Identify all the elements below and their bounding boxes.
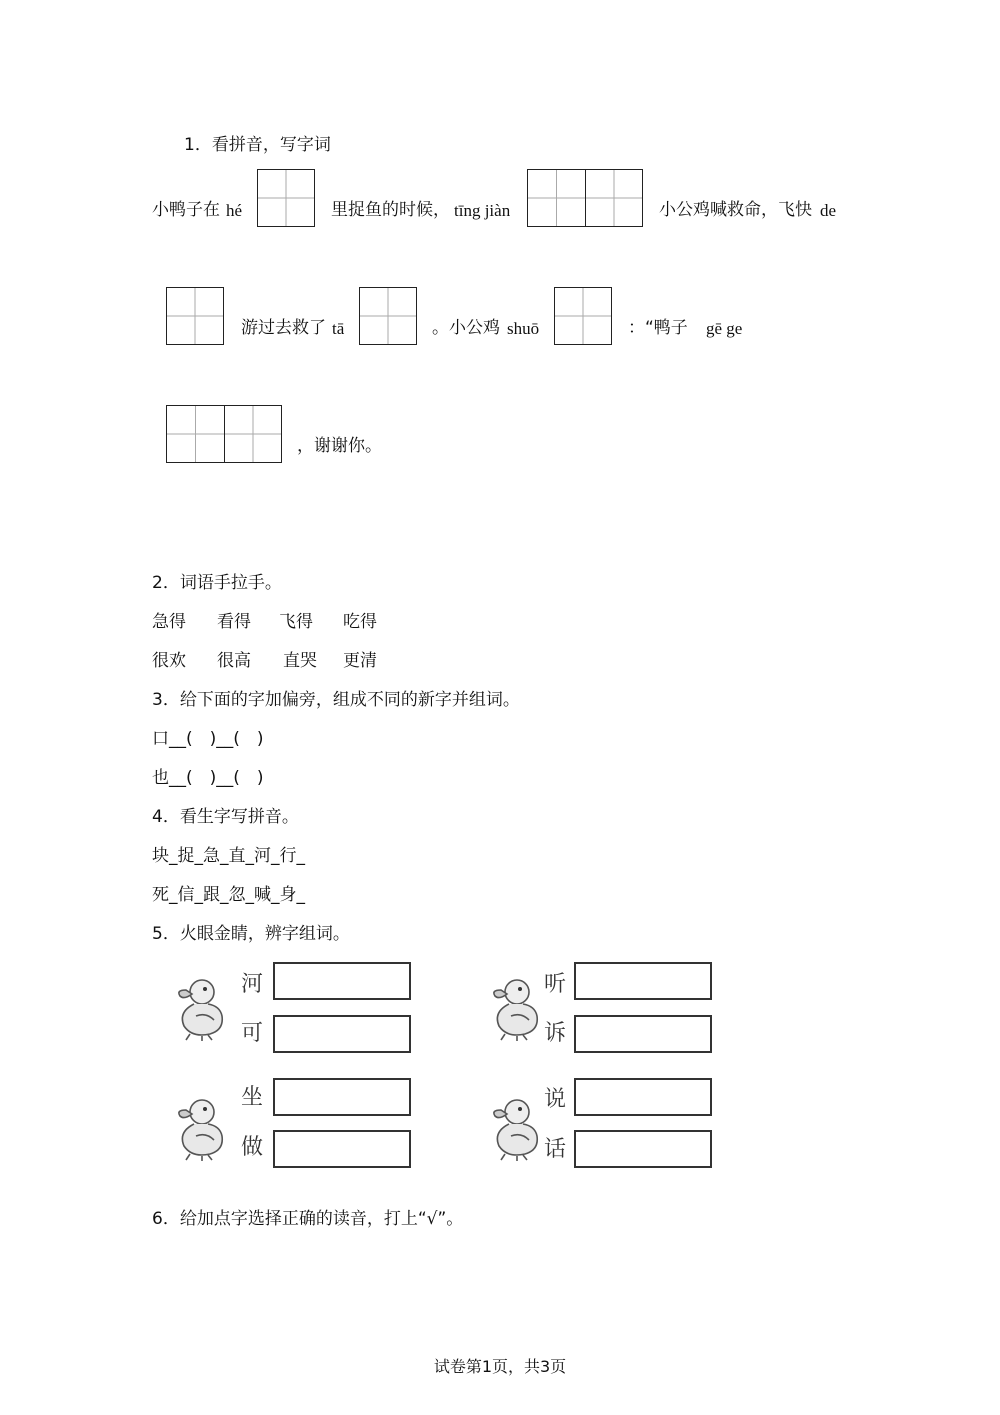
q1-line2-pinyin1: tā xyxy=(332,319,345,338)
q2-word: 直哭 xyxy=(283,651,317,671)
q1-line1-text2: 里捉鱼的时候， xyxy=(331,200,450,220)
q2-word: 急得 xyxy=(152,612,186,632)
duck-icon xyxy=(172,1096,226,1162)
q5-char: 说 xyxy=(544,1087,567,1112)
q1-line3-text1: ，谢谢你。 xyxy=(297,436,382,456)
tianzige-box[interactable] xyxy=(257,169,315,227)
q2-word: 很欢 xyxy=(152,651,186,671)
q5-char: 诉 xyxy=(544,1021,567,1046)
answer-box[interactable] xyxy=(574,1130,712,1168)
answer-box[interactable] xyxy=(574,1078,712,1116)
q3-fill-line[interactable]: 也__( )__( ) xyxy=(152,768,264,788)
q2-word: 看得 xyxy=(217,612,251,632)
q1-title: 1．看拼音，写字词 xyxy=(184,135,331,155)
q1-line1-pinyin3: de xyxy=(820,201,837,220)
q5-title: 5．火眼金睛，辨字组词。 xyxy=(152,924,350,944)
answer-box[interactable] xyxy=(574,962,712,1000)
q2-word: 飞得 xyxy=(279,612,313,632)
q2-word: 更清 xyxy=(343,651,377,671)
q5-char: 河 xyxy=(241,972,264,997)
answer-box[interactable] xyxy=(574,1015,712,1053)
q2-title: 2．词语手拉手。 xyxy=(152,573,282,593)
q1-line1-text1: 小鸭子在 xyxy=(152,200,220,220)
tianzige-box-double[interactable] xyxy=(527,169,643,227)
q3-title: 3．给下面的字加偏旁，组成不同的新字并组词。 xyxy=(152,690,520,710)
q2-word: 吃得 xyxy=(343,612,377,632)
q4-title: 4．看生字写拼音。 xyxy=(152,807,299,827)
q1-line2-pinyin2: shuō xyxy=(507,319,540,338)
q6-title: 6．给加点字选择正确的读音，打上“√”。 xyxy=(152,1209,464,1229)
answer-box[interactable] xyxy=(273,1078,411,1116)
q5-char: 听 xyxy=(544,972,567,997)
duck-icon xyxy=(487,1096,541,1162)
duck-icon xyxy=(487,976,541,1042)
tianzige-box-double[interactable] xyxy=(166,405,282,463)
tianzige-box[interactable] xyxy=(554,287,612,345)
q1-line1-text3: 小公鸡喊救命，飞快 xyxy=(659,200,812,220)
q5-char: 做 xyxy=(241,1135,264,1160)
q3-fill-line[interactable]: 口__( )__( ) xyxy=(152,729,264,749)
duck-icon xyxy=(172,976,226,1042)
q5-char: 可 xyxy=(241,1021,264,1046)
answer-box[interactable] xyxy=(273,962,411,1000)
q1-line1-pinyin1: hé xyxy=(226,201,243,220)
q5-char: 坐 xyxy=(241,1085,264,1110)
tianzige-box[interactable] xyxy=(166,287,224,345)
q1-line2-pinyin3: gē ge xyxy=(706,319,743,338)
q2-word: 很高 xyxy=(217,651,251,671)
q1-line1-pinyin2: tīng jiàn xyxy=(454,201,511,220)
page-footer: 试卷第1页，共3页 xyxy=(433,1357,567,1376)
q5-char: 话 xyxy=(544,1137,567,1162)
q4-fill-line[interactable]: 死_信_跟_忽_喊_身_ xyxy=(152,885,305,905)
q1-line2-text2: 。小公鸡 xyxy=(432,318,500,338)
answer-box[interactable] xyxy=(273,1130,411,1168)
q1-line2-text1: 游过去救了 xyxy=(241,318,326,338)
answer-box[interactable] xyxy=(273,1015,411,1053)
q4-fill-line[interactable]: 块_捉_急_直_河_行_ xyxy=(152,846,305,866)
q1-line2-text3: ：“鸭子 xyxy=(628,318,688,338)
tianzige-box[interactable] xyxy=(359,287,417,345)
